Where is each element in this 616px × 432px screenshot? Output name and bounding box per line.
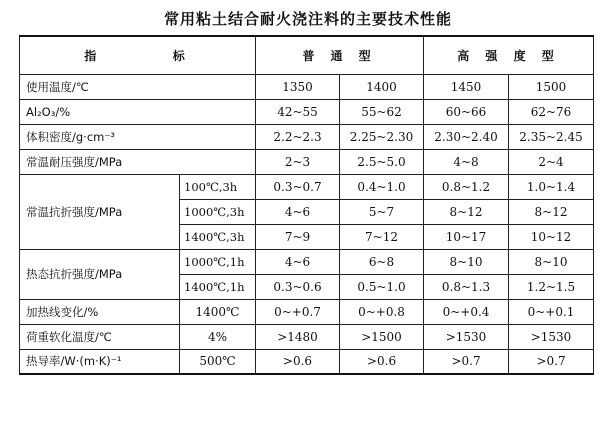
cell: >1500 xyxy=(340,324,424,349)
cell: 55~62 xyxy=(340,99,424,124)
condition-cell: 1400℃ xyxy=(180,299,256,324)
cell: 0.8~1.2 xyxy=(424,174,509,199)
cell: 8~10 xyxy=(424,249,509,274)
cell: 2.25~2.30 xyxy=(340,124,424,149)
row-label: 荷重软化温度/℃ xyxy=(20,324,180,349)
row-label: 体积密度/g·cm⁻³ xyxy=(20,124,256,149)
cell: 4~6 xyxy=(256,199,340,224)
cell: 0~+0.8 xyxy=(340,299,424,324)
cell: 8~10 xyxy=(509,249,594,274)
row-label: 常温耐压强度/MPa xyxy=(20,149,256,174)
row-label: 加热线变化/% xyxy=(20,299,180,324)
row-label: 常温抗折强度/MPa xyxy=(20,174,180,249)
cell: >0.6 xyxy=(256,349,340,374)
cell: 0.4~1.0 xyxy=(340,174,424,199)
condition-cell: 500℃ xyxy=(180,349,256,374)
table-row xyxy=(20,74,594,99)
cell: 5~7 xyxy=(340,199,424,224)
cell: 2.30~2.40 xyxy=(424,124,509,149)
cell: >0.7 xyxy=(509,349,594,374)
cell: 1350 xyxy=(256,74,340,99)
table-row xyxy=(20,324,594,349)
cell: >1530 xyxy=(509,324,594,349)
row-label: 热态抗折强度/MPa xyxy=(20,249,180,299)
cell: 1450 xyxy=(424,74,509,99)
cell: 62~76 xyxy=(509,99,594,124)
cell: 0~+0.7 xyxy=(256,299,340,324)
indicator-header xyxy=(20,36,256,74)
high-strength-type-header: 高 强 度 型 xyxy=(424,36,594,74)
cell: 0~+0.4 xyxy=(424,299,509,324)
table-row xyxy=(20,349,594,374)
table-row xyxy=(20,174,594,199)
row-label: 使用温度/℃ xyxy=(20,74,256,99)
row-label: Al₂O₃/% xyxy=(20,99,256,124)
cell: 2.5~5.0 xyxy=(340,149,424,174)
cell: 4~6 xyxy=(256,249,340,274)
normal-type-header: 普 通 型 xyxy=(256,36,424,74)
condition-cell: 4% xyxy=(180,324,256,349)
condition-cell: 1400℃,1h xyxy=(180,274,256,299)
cell: 10~17 xyxy=(424,224,509,249)
table-row xyxy=(20,124,594,149)
cell: 1500 xyxy=(509,74,594,99)
table-row xyxy=(20,99,594,124)
condition-cell: 1400℃,3h xyxy=(180,224,256,249)
table-row xyxy=(20,249,594,274)
table-title: 常用粘土结合耐火浇注料的主要技术性能 xyxy=(163,10,452,28)
cell: 8~12 xyxy=(424,199,509,224)
cell: 1.2~1.5 xyxy=(509,274,594,299)
cell: 0.3~0.6 xyxy=(256,274,340,299)
cell: 60~66 xyxy=(424,99,509,124)
cell: 2.35~2.45 xyxy=(509,124,594,149)
condition-cell: 100℃,3h xyxy=(180,174,256,199)
cell: >0.6 xyxy=(340,349,424,374)
cell: 0.8~1.3 xyxy=(424,274,509,299)
row-label: 热导率/W·(m·K)⁻¹ xyxy=(20,349,180,374)
cell: 6~8 xyxy=(340,249,424,274)
table-row xyxy=(20,299,594,324)
header-row xyxy=(20,36,594,74)
cell: 1400 xyxy=(340,74,424,99)
cell: >0.7 xyxy=(424,349,509,374)
table-row xyxy=(20,149,594,174)
condition-cell: 1000℃,1h xyxy=(180,249,256,274)
cell: 8~12 xyxy=(509,199,594,224)
condition-cell: 1000℃,3h xyxy=(180,199,256,224)
cell: 2.2~2.3 xyxy=(256,124,340,149)
spec-table xyxy=(19,35,594,375)
cell: 7~9 xyxy=(256,224,340,249)
cell: 0~+0.1 xyxy=(509,299,594,324)
cell: 0.3~0.7 xyxy=(256,174,340,199)
indicator-char-a: 指 xyxy=(84,48,103,63)
cell: 42~55 xyxy=(256,99,340,124)
cell: 4~8 xyxy=(424,149,509,174)
cell: 10~12 xyxy=(509,224,594,249)
cell: 2~3 xyxy=(256,149,340,174)
cell: >1480 xyxy=(256,324,340,349)
cell: 2~4 xyxy=(509,149,594,174)
cell: 0.5~1.0 xyxy=(340,274,424,299)
indicator-char-b: 标 xyxy=(172,48,191,63)
cell: 1.0~1.4 xyxy=(509,174,594,199)
cell: >1530 xyxy=(424,324,509,349)
cell: 7~12 xyxy=(340,224,424,249)
